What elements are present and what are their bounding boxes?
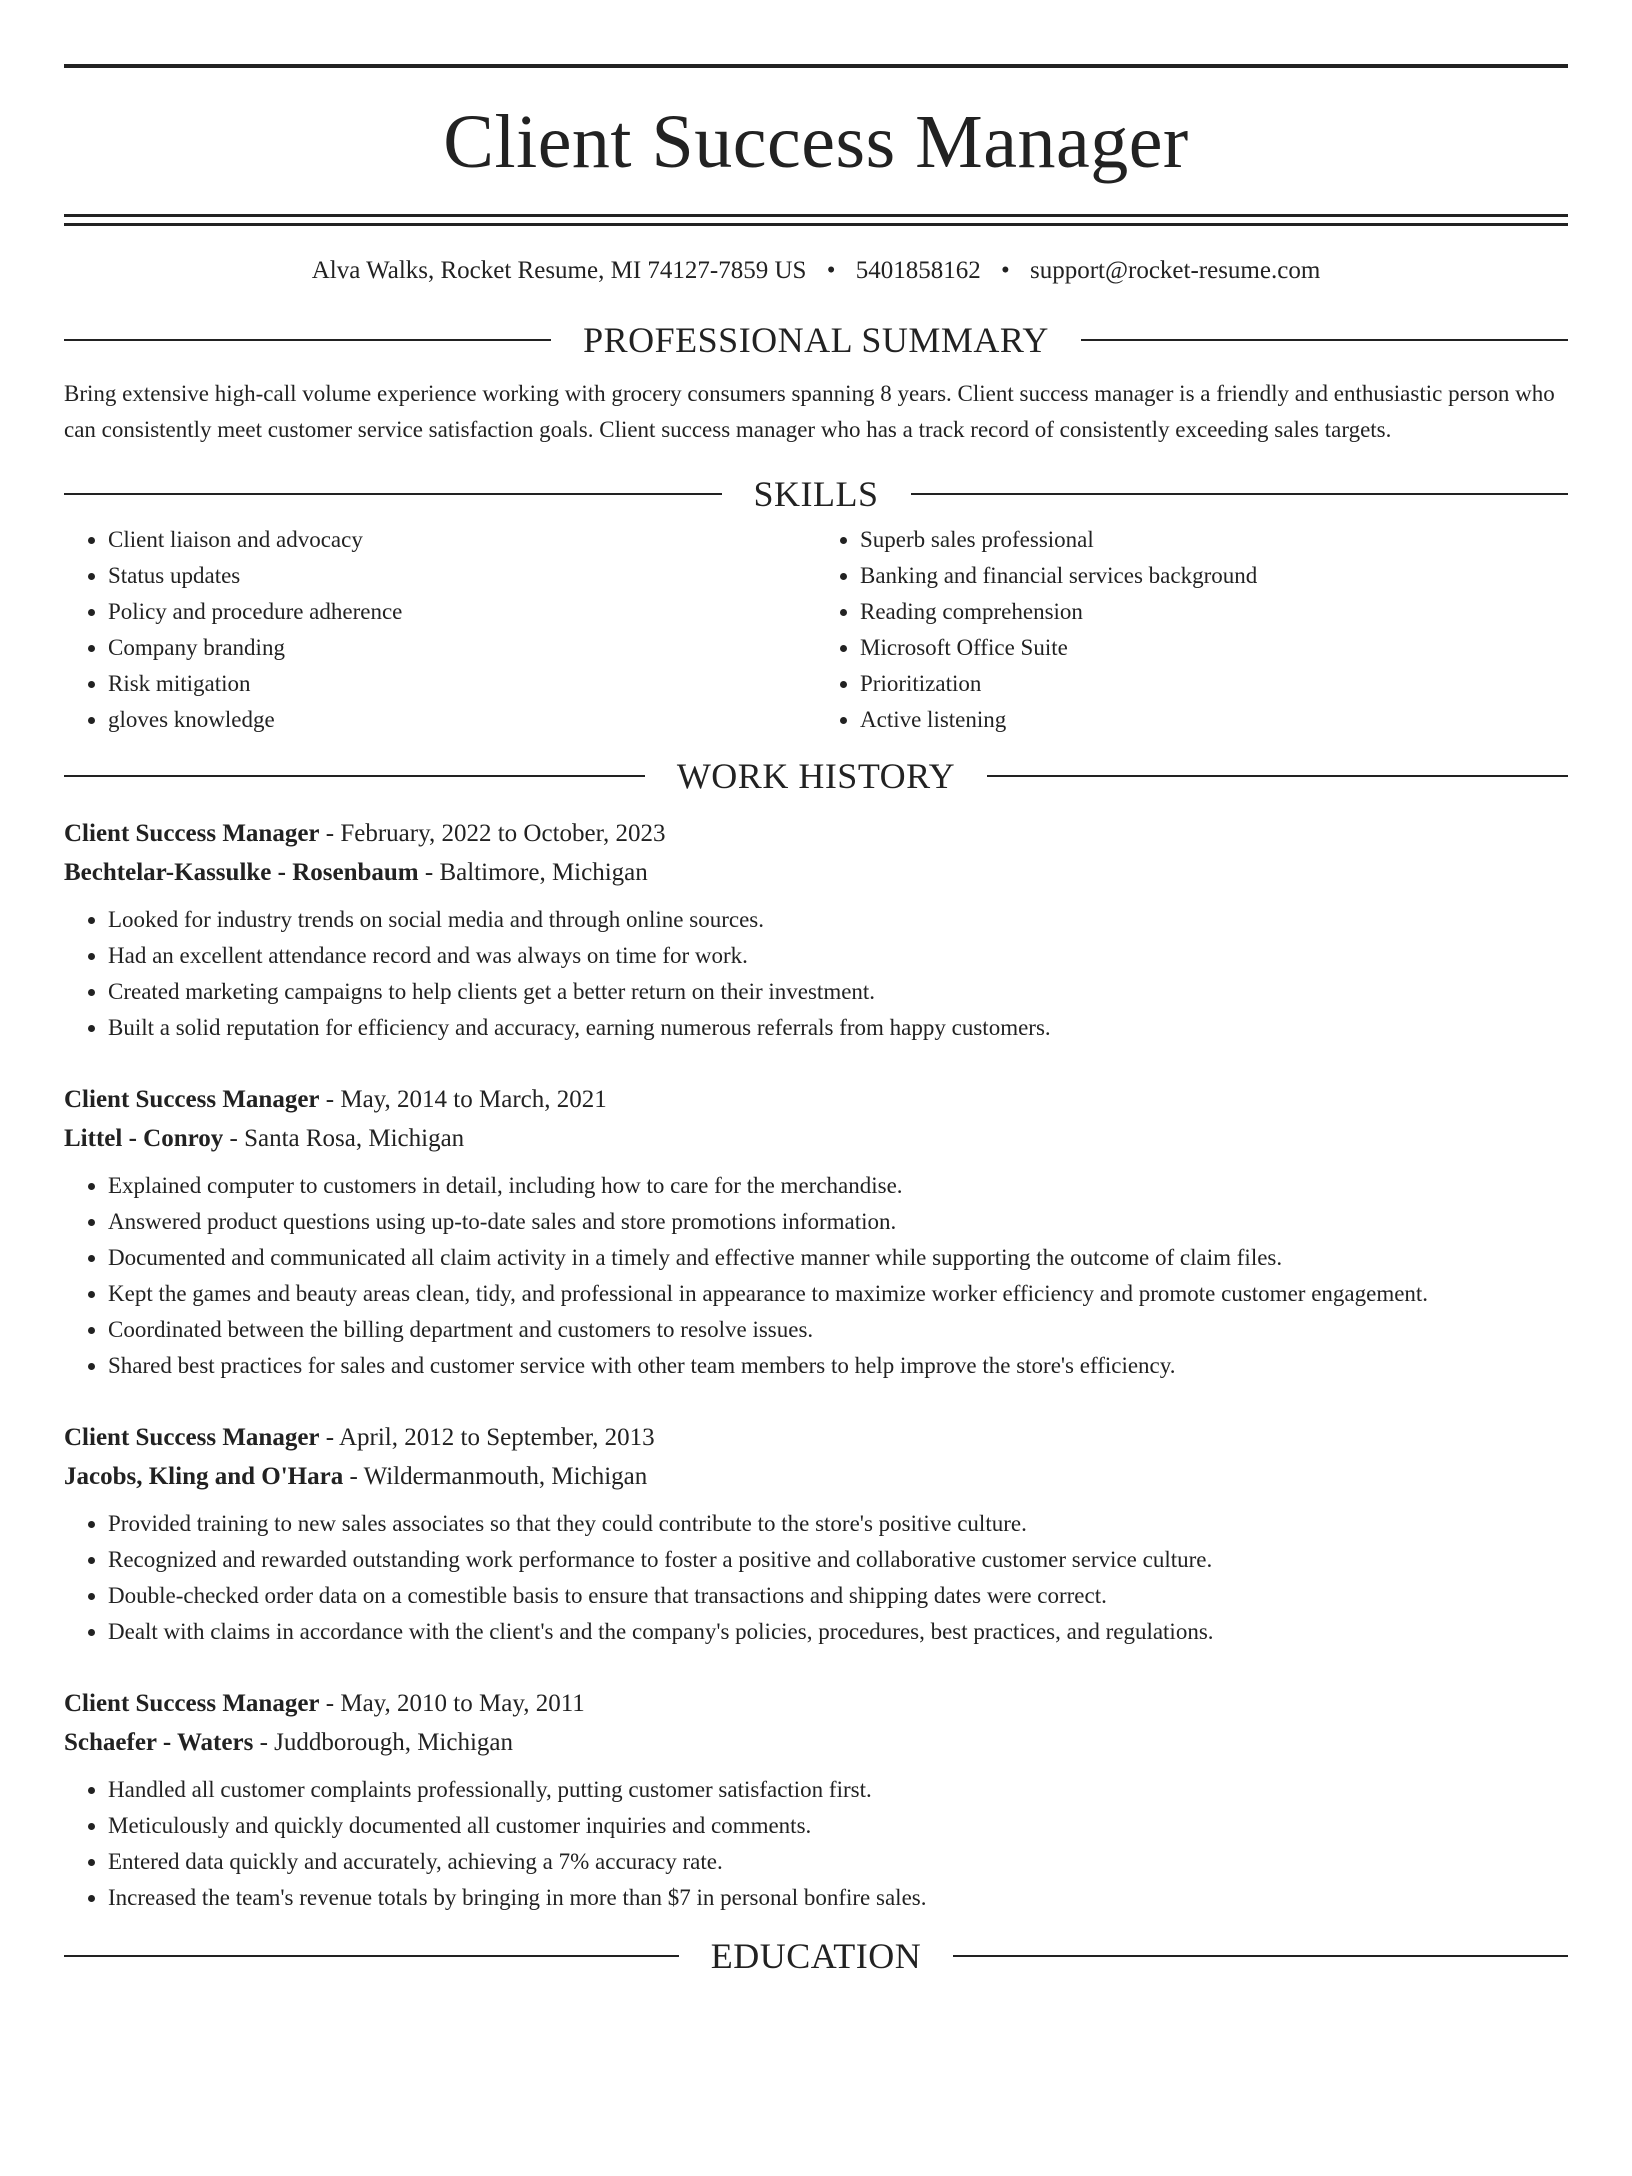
divider (911, 493, 1569, 495)
job-bullet: • Shared best practices for sales and customer service with other team members to help improve the store's efficiency. (108, 1348, 1568, 1384)
job-bullet: • Kept the games and beauty areas clean, tidy, and professional in appearance to maximize worker efficiency and promote customer engagement. (108, 1276, 1568, 1312)
job-bullets (64, 1506, 1568, 1650)
section-title: WORK HISTORY (676, 756, 956, 796)
job-bullet: • Recognized and rewarded outstanding work performance to foster a positive and collaborative customer service culture. (108, 1542, 1568, 1578)
job-title-line (64, 814, 1568, 853)
education-heading (64, 1936, 1568, 1976)
skill-item: • gloves knowledge (108, 702, 816, 738)
job-title: Client Success Manager (64, 1424, 320, 1451)
contact-separator: • (826, 257, 836, 284)
skill-item: • Policy and procedure adherence (108, 594, 816, 630)
job-entry (64, 814, 1568, 1046)
skill-item: • Banking and financial services background (860, 558, 1568, 594)
skill-item: • Status updates (108, 558, 816, 594)
top-rule (64, 64, 1568, 68)
job-dates: - May, 2014 to March, 2021 (319, 1086, 607, 1113)
job-dates: - February, 2022 to October, 2023 (319, 820, 666, 847)
job-bullet: • Entered data quickly and accurately, achieving a 7% accuracy rate. (108, 1844, 1568, 1880)
contact-email: support@rocket-resume.com (1029, 257, 1321, 284)
summary-heading (64, 320, 1568, 360)
job-dates: - May, 2010 to May, 2011 (319, 1690, 585, 1717)
job-entry (64, 1080, 1568, 1384)
job-company: Bechtelar-Kassulke - Rosenbaum (64, 859, 419, 886)
work-heading (64, 756, 1568, 796)
divider (953, 1955, 1568, 1957)
job-bullet: • Increased the team's revenue totals by bringing in more than $7 in personal bonfire sales. (108, 1880, 1568, 1916)
job-bullet: • Provided training to new sales associates so that they could contribute to the store's positive culture. (108, 1506, 1568, 1542)
skills-heading (64, 474, 1568, 514)
section-title: EDUCATION (710, 1936, 922, 1976)
double-rule (64, 214, 1568, 226)
divider (64, 493, 722, 495)
job-bullet: • Documented and communicated all claim activity in a timely and effective manner while supporting the outcome of claim files. (108, 1240, 1568, 1276)
job-bullet: • Explained computer to customers in detail, including how to care for the merchandise. (108, 1168, 1568, 1204)
skill-item: • Prioritization (860, 666, 1568, 702)
divider (64, 1955, 679, 1957)
skill-item: • Active listening (860, 702, 1568, 738)
section-title: PROFESSIONAL SUMMARY (583, 320, 1049, 360)
job-company-line (64, 1723, 1568, 1762)
divider (987, 775, 1568, 777)
job-bullet: • Double-checked order data on a comestible basis to ensure that transactions and shipping dates were correct. (108, 1578, 1568, 1614)
job-company-line (64, 853, 1568, 892)
job-company-line (64, 1119, 1568, 1158)
skill-item: • Microsoft Office Suite (860, 630, 1568, 666)
job-bullet: • Looked for industry trends on social media and through online sources. (108, 902, 1568, 938)
summary-text: Bring extensive high-call volume experience working with grocery consumers spanning 8 years. Client success manager is a friendly and enthusiastic person who can consistently meet customer service satisfaction goals. Client success manager who has a track record of consistently exceeding sales targets. (64, 381, 1555, 442)
job-bullet: • Meticulously and quickly documented all customer inquiries and comments. (108, 1808, 1568, 1844)
contact-separator: • (1000, 257, 1010, 284)
job-bullet: • Dealt with claims in accordance with the client's and the company's policies, procedures, best practices, and regulations. (108, 1614, 1568, 1650)
divider (64, 339, 551, 341)
job-bullet: • Handled all customer complaints professionally, putting customer satisfaction first. (108, 1772, 1568, 1808)
job-location: - Santa Rosa, Michigan (223, 1125, 465, 1152)
job-company: Jacobs, Kling and O'Hara (64, 1463, 344, 1490)
skill-item: • Reading comprehension (860, 594, 1568, 630)
resume-page (0, 64, 1632, 2176)
job-bullet: • Created marketing campaigns to help clients get a better return on their investment. (108, 974, 1568, 1010)
skill-item: • Superb sales professional (860, 522, 1568, 558)
contact-address: Alva Walks, Rocket Resume, MI 74127-7859 US (311, 257, 807, 284)
skill-item: • Client liaison and advocacy (108, 522, 816, 558)
job-location: - Wildermanmouth, Michigan (343, 1463, 648, 1490)
job-title-line (64, 1684, 1568, 1723)
job-title: Client Success Manager (64, 1690, 320, 1717)
job-bullets (64, 1772, 1568, 1916)
job-location: - Juddborough, Michigan (253, 1729, 514, 1756)
job-bullets (64, 902, 1568, 1046)
job-title-line (64, 1418, 1568, 1457)
job-entry (64, 1418, 1568, 1650)
divider (1081, 339, 1568, 341)
job-company-line (64, 1457, 1568, 1496)
contact-phone: 5401858162 (855, 257, 981, 284)
job-company: Littel - Conroy (64, 1125, 224, 1152)
job-entry (64, 1684, 1568, 1916)
job-bullet: • Answered product questions using up-to-date sales and store promotions information. (108, 1204, 1568, 1240)
job-bullet: • Coordinated between the billing department and customers to resolve issues. (108, 1312, 1568, 1348)
contact-line (64, 254, 1568, 288)
skills-list (64, 522, 1568, 738)
skills-column-left (64, 522, 816, 738)
job-title: Client Success Manager (64, 1086, 320, 1113)
job-location: - Baltimore, Michigan (418, 859, 648, 886)
skill-item: • Company branding (108, 630, 816, 666)
page-title: Client Success Manager (443, 100, 1189, 184)
skill-item: • Risk mitigation (108, 666, 816, 702)
job-bullets (64, 1168, 1568, 1384)
job-bullet: • Had an excellent attendance record and was always on time for work. (108, 938, 1568, 974)
divider (64, 775, 645, 777)
job-title-line (64, 1080, 1568, 1119)
skills-column-right (816, 522, 1568, 738)
job-bullet: • Built a solid reputation for efficiency and accuracy, earning numerous referrals from happy customers. (108, 1010, 1568, 1046)
job-dates: - April, 2012 to September, 2013 (319, 1424, 655, 1451)
job-title: Client Success Manager (64, 820, 320, 847)
section-title: SKILLS (753, 474, 879, 514)
job-company: Schaefer - Waters (64, 1729, 254, 1756)
